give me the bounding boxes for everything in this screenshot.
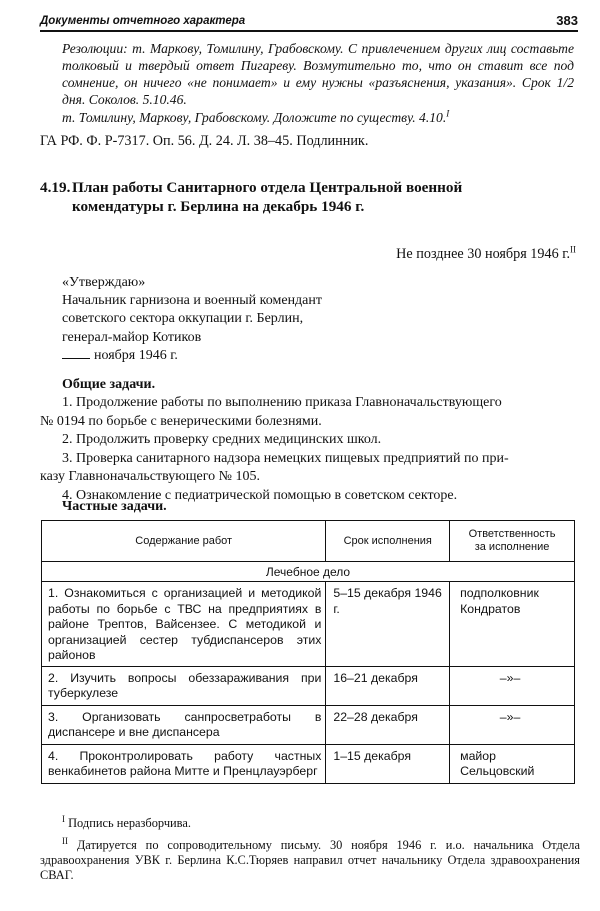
document-date-text: Не позднее 30 ноября 1946 г. [396,246,570,262]
subsection-row [42,562,575,582]
task-3-line-2: казу Главноначальствующего № 105. [40,469,260,484]
table-header-row [42,521,575,562]
footnote-1-text: Подпись неразборчива. [68,816,191,830]
footnote-ref-1: I [446,108,450,119]
footnote-ref-2: II [570,244,576,255]
column-header-deadline: Срок исполнения [326,521,450,562]
resolution-text-2 [62,109,574,126]
resolutions-block [62,40,574,126]
approval-date-text: ноября 1946 г. [94,347,178,363]
row-responsible: майор Сельцовский [450,744,575,783]
task-1-line-2: № 0194 по борьбе с венерическими болезнями. [40,413,322,429]
general-tasks-list [40,394,574,505]
subsection-title: Лечебное дело [42,562,575,582]
responsible-header-line-2: за исполнение [474,541,550,553]
responsible-header-line-1: Ответственность [468,528,556,540]
footnote-2 [40,835,580,883]
row-deadline: 22–28 декабря [326,705,450,744]
approval-line-4: генерал-майор Котиков [62,329,202,345]
table-row [42,705,575,744]
row-responsible: подполковник Кондратов [450,582,575,667]
row-deadline: 1–15 декабря [326,744,450,783]
approval-line-1: «Утверждаю» [62,275,146,290]
resolution-text-2-body: т. Томилину, Маркову, Грабовскому. Доложите по существу. 4.10. [62,110,447,125]
task-3-line-1: 3. Проверка санитарного надзора немецких пищевых предприятий по при- [62,450,509,466]
document-number: 4.19. [40,179,71,196]
table-row [42,666,575,705]
archive-source: ГА РФ. Ф. Р-7317. Оп. 56. Д. 24. Л. 38–45. Подлинник. [40,133,369,149]
document-date [396,246,576,263]
task-2: 2. Продолжить проверку средних медицинских школ. [62,432,382,447]
running-header [40,8,578,32]
blank-line [62,347,90,359]
work-plan-table [41,520,575,784]
task-4: 4. Ознакомление с педиатрической помощью в советском секторе. [62,487,458,503]
section-title: Документы отчетного характера [40,15,246,27]
title-line-1: План работы Санитарного отдела Центральной военной [72,179,463,196]
approval-line-3: советского сектора оккупации г. Берлин, [62,311,304,327]
row-responsible: –»– [450,666,575,705]
footnote-2-mark: II [62,835,68,846]
resolution-text-1: Резолюции: т. Маркову, Томилину, Грабовскому. С привлечением других лиц составьте толковый и твердый ответ Пигареву. Возмутительно то, что он ставит все под сомнение, он ничего «не понимает» и ему нужны «разъяснения, указания». Срок 1/2 дня. Соколов. 5.10.46. [62,41,574,107]
table-row [42,744,575,783]
row-deadline: 16–21 декабря [326,666,450,705]
footnotes [40,813,580,883]
approval-line-5 [62,347,322,365]
approval-block [62,274,322,365]
general-tasks-heading: Общие задачи. [62,377,156,392]
row-content: 4. Проконтролировать работу частных венкабинетов района Митте и Пренцлауэрберг [42,744,326,783]
footnote-1 [40,813,580,831]
particular-tasks-heading: Частные задачи. [62,499,167,514]
row-content: 3. Организовать санпросветработы в диспансере и вне диспансера [42,705,326,744]
row-deadline: 5–15 декабря 1946 г. [326,582,450,667]
column-header-responsible [450,521,575,562]
footnote-1-mark: I [62,813,65,824]
row-content: 2. Изучить вопросы обеззараживания при туберкулезе [42,666,326,705]
page-number: 383 [556,13,578,28]
title-line-2: комендатуры г. Берлина на декабрь 1946 г. [72,198,365,215]
table-row [42,582,575,667]
document-title [40,178,580,216]
column-header-content: Содержание работ [42,521,326,562]
approval-line-2: Начальник гарнизона и военный комендант [62,293,323,309]
row-content: 1. Ознакомиться с организацией и методикой работы по борьбе с ТВС на предприятиях в районе Трептов, Вайсензее. С методикой и организацией сестер тубдиспансеров этих районов [42,582,326,667]
task-1-line-1: 1. Продолжение работы по выполнению приказа Главноначальствующего [62,395,502,410]
row-responsible: –»– [450,705,575,744]
footnote-2-text: Датируется по сопроводительному письму. 30 ноября 1946 г. и.о. начальника Отдела здравоохранения УВК г. Берлина К.С.Тюряев направил отчет начальнику Отдела здравоохранения СВАГ. [40,838,580,882]
